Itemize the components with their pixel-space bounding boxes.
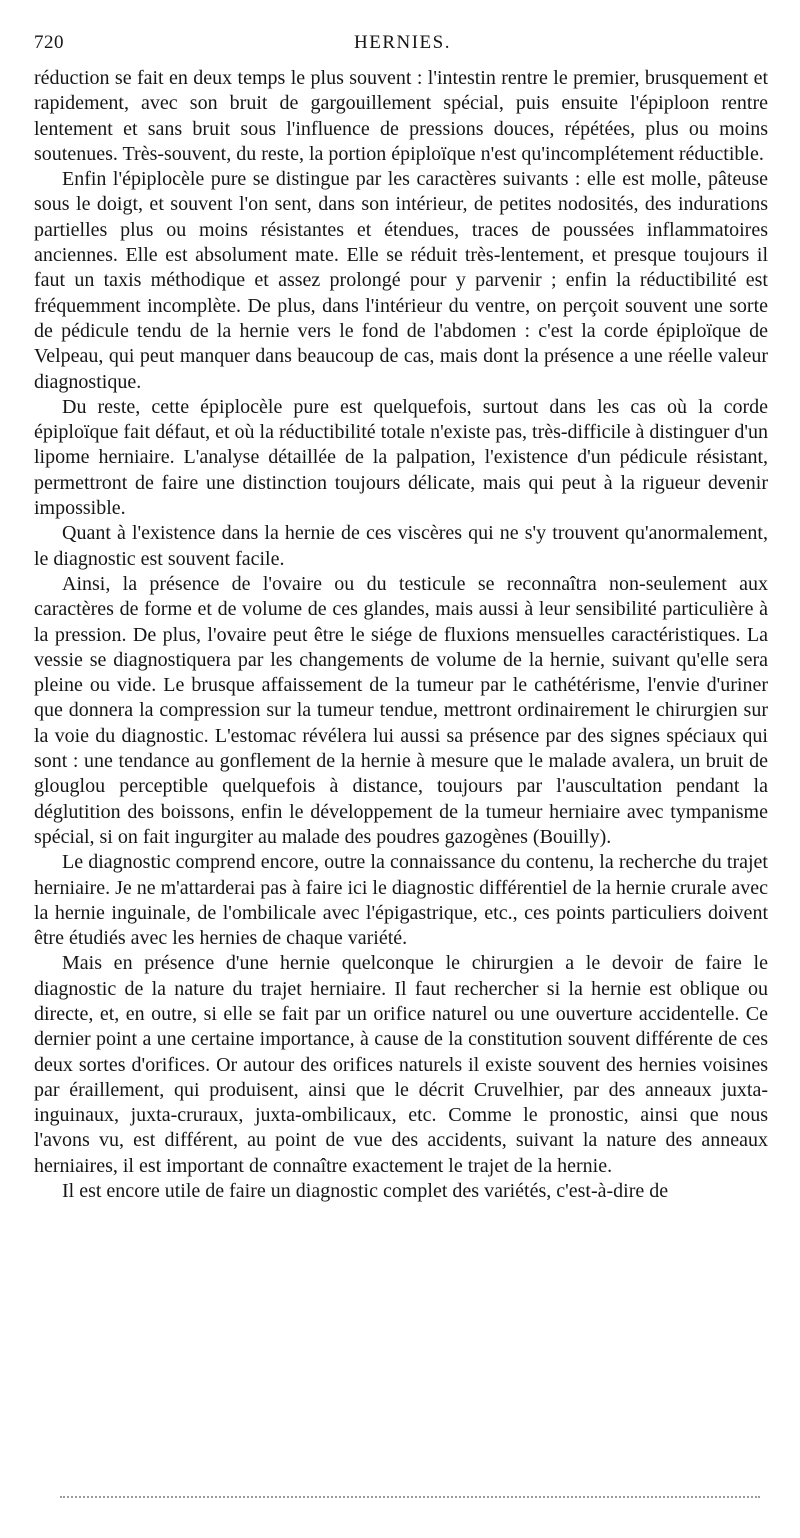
page-header: [34, 30, 768, 66]
document-page: [34, 30, 768, 1204]
paragraph: Enfin l'épiplocèle pure se distingue par les caractères suivants : elle est molle, pâteuse sous le doigt, et souvent l'on sent, dans son intérieur, de petites nodosités, des indurations partielles plus ou moins résistantes et étendues, traces de poussées inflammatoires anciennes. Elle est absolument mate. Elle se réduit très-lentement, et presque toujours il faut un taxis méthodique et assez prolongé pour y parvenir ; enfin la réductibilité est fréquemment incomplète. De plus, dans l'intérieur du ventre, on perçoit souvent une sorte de pédicule tendu de la hernie vers le fond de l'abdomen : c'est la corde épiploïque de Velpeau, qui peut manquer dans beaucoup de cas, mais dont la présence a une réelle valeur diagnostique.: [34, 168, 768, 393]
paragraph: Ainsi, la présence de l'ovaire ou du testicule se reconnaîtra non-seulement aux caractères de forme et de volume de ces glandes, mais aussi à leur sensibilité particulière à la pression. De plus, l'ovaire peut être le siége de fluxions mensuelles caractéristiques. La vessie se diagnostiquera par les changements de volume de la hernie, suivant qu'elle sera pleine ou vide. Le brusque affaissement de la tumeur par le cathétérisme, l'envie d'uriner que donnera la compression sur la tumeur tendue, mettront ordinairement le chirurgien sur la voie du diagnostic. L'estomac révélera lui aussi sa présence par des signes spéciaux qui sont : une tendance au gonflement de la hernie à mesure que le malade avalera, un bruit de glouglou perceptible quelquefois à distance, toujours par l'auscultation pendant la déglutition des boissons, enfin le développement de la tumeur herniaire avec tympanisme spécial, si on fait ingurgiter au malade des poudres gazogènes (Bouilly).: [34, 572, 768, 848]
body-text: [34, 66, 768, 1204]
running-head: HERNIES.: [354, 32, 451, 53]
paragraph: Mais en présence d'une hernie quelconque le chirurgien a le devoir de faire le diagnostic de la nature du trajet herniaire. Il faut rechercher si la hernie est oblique ou directe, et, en outre, si elle se fait par un orifice naturel ou une ouverture accidentelle. Ce dernier point a une certaine importance, à cause de la constitution souvent différente de ces deux sortes d'orifices. Or autour des orifices naturels il existe souvent des hernies voisines par éraillement, qui produisent, ainsi que le décrit Cruvelhier, par des anneaux juxta-inguinaux, juxta-cruraux, juxta-ombilicaux, etc. Comme le pronostic, ainsi que nous l'avons vu, est différent, au point de vue des accidents, suivant la nature des anneaux herniaires, il est important de connaître exactement le trajet de la hernie.: [34, 952, 768, 1177]
paragraph: Du reste, cette épiplocèle pure est quelquefois, surtout dans les cas où la corde épiploïque fait défaut, et où la réductibilité totale n'existe pas, très-difficile à distinguer d'un lipome herniaire. L'analyse détaillée de la palpation, l'existence d'un pédicule résistant, permettront de faire une distinction toujours délicate, mais qui peut à la rigueur devenir impossible.: [34, 395, 768, 520]
footer-dotted-rule: [60, 1496, 760, 1498]
paragraph: Il est encore utile de faire un diagnostic complet des variétés, c'est-à-dire de: [62, 1180, 669, 1203]
paragraph: réduction se fait en deux temps le plus souvent : l'intestin rentre le premier, brusquement et rapidement, avec son bruit de gargouillement spécial, puis ensuite l'épiploon rentre lentement et sans bruit sous l'influence de pressions douces, répétées, plus ou moins soutenues. Très-souvent, du reste, la portion épiploïque n'est qu'incomplétement réductible.: [34, 67, 768, 165]
paragraph: Quant à l'existence dans la hernie de ces viscères qui ne s'y trouvent qu'anormalement, le diagnostic est souvent facile.: [34, 522, 768, 570]
paragraph: Le diagnostic comprend encore, outre la connaissance du contenu, la recherche du trajet herniaire. Je ne m'attarderai pas à faire ici le diagnostic différentiel de la hernie crurale avec la hernie inguinale, de l'ombilicale avec l'épigastrique, etc., ces points particuliers doivent être étudiés avec les hernies de chaque variété.: [34, 851, 768, 950]
page-number: 720: [34, 32, 64, 53]
